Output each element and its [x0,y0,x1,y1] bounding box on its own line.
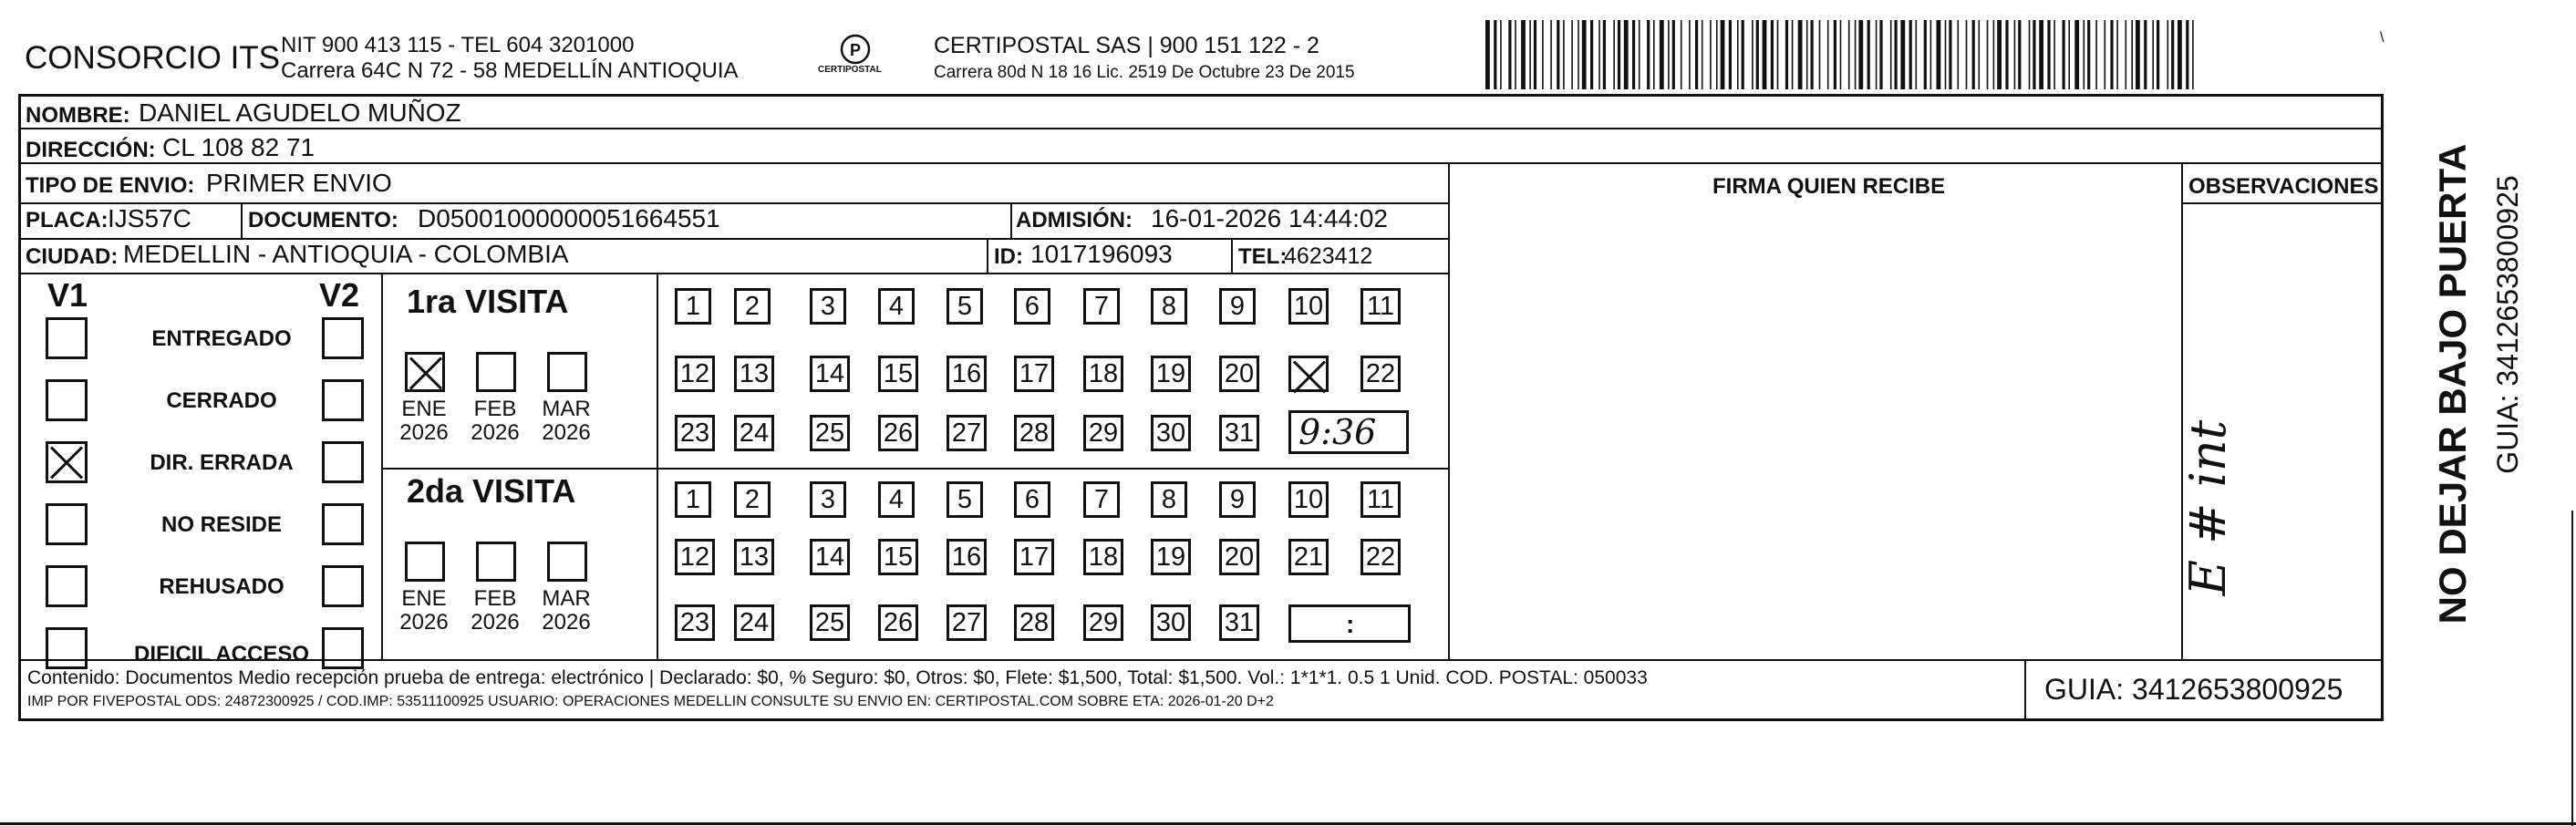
day-box-8[interactable]: 8 [1151,288,1187,325]
footer-guia: GUIA: 3412653800925 [2044,673,2343,706]
side-guia: GUIA: 3412653800925 [2491,175,2524,474]
day-box-16[interactable]: 16 [947,539,987,575]
day-box-6[interactable]: 6 [1014,481,1050,518]
admision-value: 16-01-2026 14:44:02 [1151,204,1388,232]
month-year: 2026 [542,610,591,635]
barcode [1484,20,2204,89]
month-year: 2026 [542,420,591,445]
day-box-5[interactable]: 5 [947,481,983,518]
tipo-envio-value: PRIMER ENVIO [206,169,392,197]
day-box-25[interactable]: 25 [810,415,850,451]
day-box-25[interactable]: 25 [810,604,850,641]
day-box-9[interactable]: 9 [1219,481,1256,518]
day-box-28[interactable]: 28 [1014,415,1054,451]
day-box-23[interactable]: 23 [675,415,715,451]
day-box-18[interactable]: 18 [1083,356,1123,392]
month-checkbox-feb[interactable] [476,352,516,392]
month-year: 2026 [471,610,520,635]
handwritten-note: E # int [2179,419,2237,596]
id-label: ID: [994,244,1023,269]
v2-checkbox[interactable] [322,441,364,483]
v2-checkbox[interactable] [322,565,364,607]
day-box-17[interactable]: 17 [1014,539,1054,575]
day-box-26[interactable]: 26 [878,604,918,641]
footer-imp: IMP POR FIVEPOSTAL ODS: 24872300925 / COD.IMP: 53511100925 USUARIO: OPERACIONES MEDELLIN CONSULTE SU ENVIO EN: CERTIPOSTAL.COM SOBRE ETA: 2026-01-20 D+2 [27,694,1274,709]
status-label: REHUSADO [159,574,284,599]
certipostal-name: CERTIPOSTAL SAS | 900 151 122 - 2 [934,33,1319,58]
placa-value: IJS57C [108,204,191,232]
ciudad-label: CIUDAD: [26,244,119,269]
v1-label: V1 [47,276,88,314]
day-box-7[interactable]: 7 [1083,288,1120,325]
month-checkbox-ene[interactable] [405,352,445,392]
day-box-5[interactable]: 5 [947,288,983,325]
day-box-18[interactable]: 18 [1083,539,1123,575]
first-visit-time: 9:36 [1298,412,1377,452]
day-box-27[interactable]: 27 [947,604,987,641]
month-checkbox-mar[interactable] [547,542,587,582]
day-box-8[interactable]: 8 [1151,481,1187,518]
day-box-2[interactable]: 2 [734,288,771,325]
month-label: MAR [542,397,591,421]
v1-checkbox[interactable] [46,565,88,607]
day-box-3[interactable]: 3 [810,481,846,518]
side-text [2389,128,2524,638]
day-box-29[interactable]: 29 [1083,415,1123,451]
direccion-value: CL 108 82 71 [162,133,316,161]
documento-label: DOCUMENTO: [248,208,398,232]
month-checkbox-ene[interactable] [405,542,445,582]
status-label: ENTREGADO [151,326,292,351]
day-box-21[interactable]: 21 [1288,539,1329,575]
day-box-16[interactable]: 16 [947,356,987,392]
month-label: MAR [542,586,591,611]
day-box-14[interactable]: 14 [810,356,850,392]
v1-checkbox[interactable] [46,317,88,359]
v2-checkbox[interactable] [322,627,364,669]
day-box-21[interactable] [1288,356,1329,392]
status-label: NO RESIDE [160,512,283,537]
day-box-6[interactable]: 6 [1014,288,1050,325]
day-box-29[interactable]: 29 [1083,604,1123,641]
day-box-22[interactable]: 22 [1360,539,1401,575]
day-box-7[interactable]: 7 [1083,481,1120,518]
observaciones-header: OBSERVACIONES [2188,174,2379,199]
admision-label: ADMISIÓN: [1016,208,1133,232]
side-warning: NO DEJAR BAJO PUERTA [2431,143,2474,625]
corner-mark: \ [2380,30,2385,46]
v1-checkbox[interactable] [46,379,88,421]
month-year: 2026 [399,420,449,445]
day-box-26[interactable]: 26 [878,415,918,451]
logo-text: CERTIPOSTAL [818,65,882,75]
month-year: 2026 [471,420,520,445]
second-visit-time: : [1346,610,1355,638]
firma-header: FIRMA QUIEN RECIBE [1712,174,1946,199]
tel-label: TEL: [1238,244,1288,269]
v2-checkbox[interactable] [322,503,364,545]
tipo-envio-label: TIPO DE ENVIO: [26,173,195,198]
day-box-27[interactable]: 27 [947,415,987,451]
day-box-15[interactable]: 15 [878,539,918,575]
status-label: CERRADO [166,388,277,413]
nombre-label: NOMBRE: [26,103,130,128]
day-box-11[interactable]: 11 [1360,288,1401,325]
day-box-4[interactable]: 4 [878,288,915,325]
v1-checkbox[interactable] [46,503,88,545]
company-address: Carrera 64C N 72 - 58 MEDELLÍN ANTIOQUIA [281,58,739,83]
day-box-14[interactable]: 14 [810,539,850,575]
month-checkbox-mar[interactable] [547,352,587,392]
tel-value: 4623412 [1284,243,1373,269]
month-label: ENE [401,586,447,611]
footer-contenido: Contenido: Documentos Medio recepción prueba de entrega: electrónico | Declarado: $0, % Seguro: $0, Otros: $0, Flete: $1,500, Total: $1,500. Vol.: 1*1*1. 0.5 1 Unid. COD. POSTAL: 050033 [27,667,1648,688]
day-box-24[interactable]: 24 [734,415,774,451]
first-visit-time-box[interactable] [1288,410,1409,454]
documento-value: D05001000000051664551 [418,204,720,232]
company-name: CONSORCIO ITS [25,40,281,76]
certipostal-logo [814,33,896,80]
v2-label: V2 [319,276,360,314]
day-box-19[interactable]: 19 [1151,356,1191,392]
day-box-12[interactable]: 12 [675,539,715,575]
day-box-9[interactable]: 9 [1219,288,1256,325]
day-box-23[interactable]: 23 [675,604,715,641]
day-box-22[interactable]: 22 [1360,356,1401,392]
day-box-13[interactable]: 13 [734,539,774,575]
first-visit-title: 1ra VISITA [407,283,569,320]
day-box-19[interactable]: 19 [1151,539,1191,575]
day-box-10[interactable]: 10 [1288,481,1329,518]
day-box-20[interactable]: 20 [1219,356,1259,392]
month-checkbox-feb[interactable] [476,542,516,582]
day-box-24[interactable]: 24 [734,604,774,641]
month-label: ENE [401,397,447,421]
day-box-20[interactable]: 20 [1219,539,1259,575]
certipostal-address: Carrera 80d N 18 16 Lic. 2519 De Octubre 23 De 2015 [934,63,1355,82]
day-box-30[interactable]: 30 [1151,604,1191,641]
month-year: 2026 [399,610,449,635]
day-box-4[interactable]: 4 [878,481,915,518]
nombre-value: DANIEL AGUDELO MUÑOZ [139,98,461,127]
svg-text:P: P [849,41,862,59]
month-label: FEB [473,586,517,611]
status-label: DIFICIL ACCESO [133,642,309,666]
v2-checkbox[interactable] [322,379,364,421]
day-box-1[interactable]: 1 [675,481,711,518]
month-label: FEB [473,397,517,421]
v1-checkbox[interactable] [46,627,88,669]
v1-checkbox[interactable] [46,441,88,483]
day-box-30[interactable]: 30 [1151,415,1191,451]
day-box-17[interactable]: 17 [1014,356,1054,392]
company-nit: NIT 900 413 115 - TEL 604 3201000 [281,33,635,57]
id-value: 1017196093 [1030,240,1173,268]
day-box-15[interactable]: 15 [878,356,918,392]
direccion-label: DIRECCIÓN: [26,138,156,162]
day-box-1[interactable]: 1 [675,288,711,325]
day-box-31[interactable]: 31 [1219,415,1259,451]
day-box-31[interactable]: 31 [1219,604,1259,641]
day-box-12[interactable]: 12 [675,356,715,392]
v2-checkbox[interactable] [322,317,364,359]
day-box-10[interactable]: 10 [1288,288,1329,325]
second-visit-title: 2da VISITA [407,472,576,510]
ciudad-value: MEDELLIN - ANTIOQUIA - COLOMBIA [123,240,569,268]
day-box-13[interactable]: 13 [734,356,774,392]
day-box-3[interactable]: 3 [810,288,846,325]
second-visit-time-box[interactable] [1288,604,1411,643]
day-box-28[interactable]: 28 [1014,604,1054,641]
day-box-2[interactable]: 2 [734,481,771,518]
status-label: DIR. ERRADA [150,450,294,475]
day-box-11[interactable]: 11 [1360,481,1401,518]
placa-label: PLACA: [26,208,109,232]
